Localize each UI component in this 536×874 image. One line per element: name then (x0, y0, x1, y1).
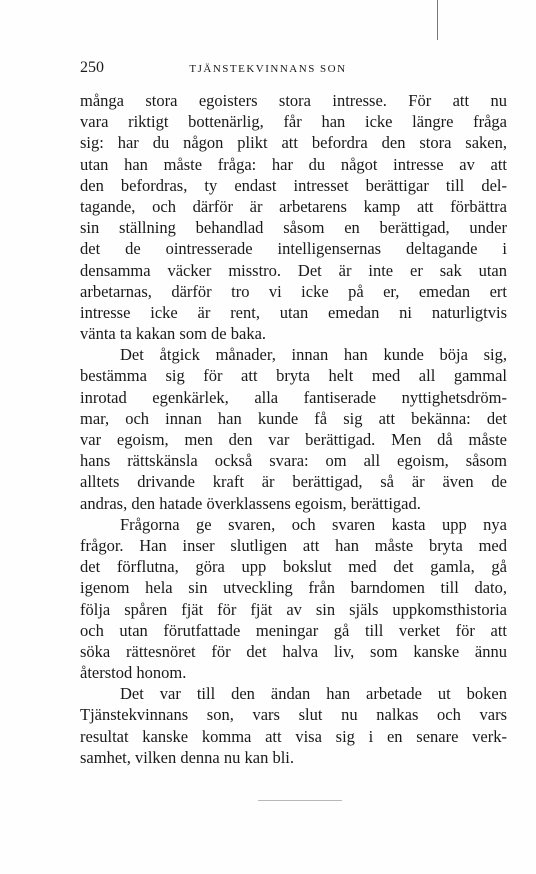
text-line: igenom hela sin utveckling från barndomen till dato, (80, 578, 507, 598)
end-rule-divider (258, 800, 342, 801)
text-line: Det var till den ändan han arbetade ut boken (120, 684, 507, 704)
text-line: frågor. Han inser slutligen att han måste bryta med (80, 535, 507, 555)
text-line: alltets drivande kraft är berättigad, så är även de (80, 472, 507, 492)
text-line: den befordras, ty endast intresset berättigar till del- (80, 175, 507, 195)
text-line: Frågorna ge svaren, och svaren kasta upp nya (120, 514, 507, 534)
text-line: det förflutna, göra upp bokslut med det gamla, gå (80, 557, 507, 577)
text-line: andras, den hatade överklassens egoism, berättigad. (80, 493, 421, 513)
text-line: densamma väcker misstro. Det är inte er sak utan (80, 260, 507, 280)
text-line: sin ställning behandlad såsom en berättigad, under (80, 218, 507, 238)
text-line: söka rättesnöret för det halva liv, som kanske ännu (80, 641, 507, 661)
text-line: utan han måste fråga: har du något intresse av att (80, 154, 507, 174)
text-line: arbetarnas, därför tro vi icke på er, emedan ert (80, 281, 507, 301)
text-line: mar, och innan han kunde få sig att bekänna: det (80, 408, 507, 428)
text-line: vänta ta kakan som de baka. (80, 324, 267, 344)
page-number: 250 (80, 59, 104, 76)
running-head: TJÄNSTEKVINNANS SON (189, 63, 347, 75)
text-line: Tjänstekvinnans son, vars slut nu nalkas och vars (80, 705, 507, 725)
text-line: återstod honom. (80, 663, 187, 683)
text-line: sig: har du någon plikt att befordra den stora saken, (80, 133, 507, 153)
text-line: var egoism, men den var berättigad. Men då måste (80, 430, 507, 449)
text-line: intresse icke är rent, utan emedan ni naturligtvis (80, 302, 507, 322)
text-line: inrotad egenkärlek, alla fantiserade nyttighetsdröm- (80, 387, 507, 407)
text-line: Det åtgick månader, innan han kunde böja sig, (120, 345, 507, 365)
text-line: och utan förutfattade meningar gå till verket för att (80, 620, 507, 640)
text-line: hans rättskänsla också svara: om all egoism, såsom (80, 451, 507, 471)
text-line: bestämma sig för att bryta helt med all gammal (80, 366, 507, 386)
text-line: resultat kanske komma att visa sig i en senare verk- (80, 726, 507, 746)
text-line: tagande, och därför är arbetarens kamp att förbättra (80, 196, 507, 216)
text-line: vara riktigt bottenärlig, får han icke längre fråga (80, 112, 507, 132)
text-line: följa spåren fjät för fjät av sin själs uppkomsthistoria (80, 599, 507, 619)
text-line: det de ointresserade intelligensernas deltagande i (80, 239, 507, 259)
scan-edge-mark (437, 0, 438, 40)
text-line: samhet, vilken denna nu kan bli. (80, 747, 294, 767)
text-line: många stora egoisters stora intresse. För att nu (80, 91, 507, 110)
body-text (80, 90, 507, 768)
